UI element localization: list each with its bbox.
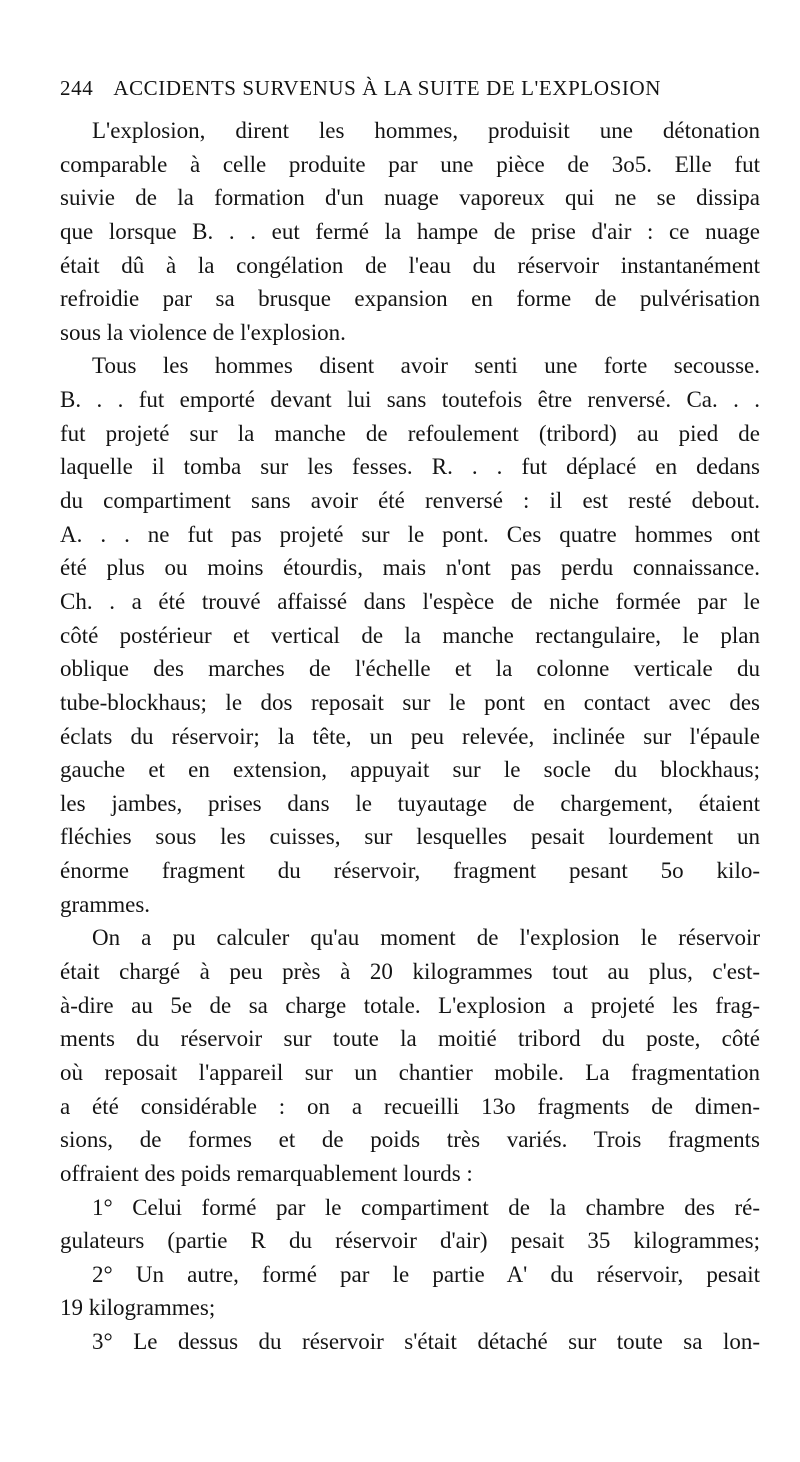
text-line: 1° Celui formé par le compartiment de la chambre des ré- [92,1194,760,1220]
text-line: oblique des marches de l'échelle et la colonne verticale du [60,656,760,682]
text-line: où reposait l'appareil sur un chantier mobile. La fragmentation [60,1059,760,1085]
page-number: 244 [60,76,94,100]
text-line: côté postérieur et vertical de la manche rectangulaire, le plan [60,622,760,648]
text-line: était dû à la congélation de l'eau du réservoir instantanément [60,252,760,278]
text-line: les jambes, prises dans le tuyautage de chargement, étaient [60,790,760,816]
text-line: éclats du réservoir; la tête, un peu relevée, inclinée sur l'épaule [60,723,760,749]
text-line: du compartiment sans avoir été renversé : il est resté debout. [60,488,760,514]
text-line: sous la violence de l'explosion. [60,319,346,345]
running-title: ACCIDENTS SURVENUS À LA SUITE DE L'EXPLOSION [113,76,661,100]
text-line: que lorsque B. . . eut fermé la hampe de prise d'air : ce nuage [60,218,760,244]
text-line: On a pu calculer qu'au moment de l'explosion le réservoir [92,925,760,951]
text-line: A. . . ne fut pas projeté sur le pont. Ces quatre hommes ont [60,521,760,547]
text-line: fléchies sous les cuisses, sur lesquelles pesait lourdement un [60,824,760,850]
text-line: a été considérable : on a recueilli 13o fragments de dimen- [60,1093,760,1119]
text-line: suivie de la formation d'un nuage vaporeux qui ne se dissipa [60,185,760,211]
text-line: ments du réservoir sur toute la moitié tribord du poste, côté [60,1026,760,1052]
text-line: 2° Un autre, formé par le partie A' du réservoir, pesait [92,1261,760,1287]
text-line: sions, de formes et de poids très variés. Trois fragments [60,1127,760,1153]
text-line: 3° Le dessus du réservoir s'était détaché sur toute sa lon- [92,1329,760,1355]
text-line: B. . . fut emporté devant lui sans toutefois être renversé. Ca. . . [60,387,760,413]
text-line: été plus ou moins étourdis, mais n'ont pas perdu connaissance. [60,555,760,581]
text-line: 19 kilogrammes; [60,1295,216,1321]
running-header [60,76,750,106]
text-line: L'explosion, dirent les hommes, produisit une détonation [92,118,760,143]
text-line: laquelle il tomba sur les fesses. R. . . fut déplacé en dedans [60,454,760,480]
text-line: à-dire au 5e de sa charge totale. L'explosion a projeté les frag- [60,992,760,1018]
text-line: tube-blockhaus; le dos reposait sur le pont en contact avec des [60,689,760,715]
text-line: était chargé à peu près à 20 kilogrammes tout au plus, c'est- [60,959,760,985]
text-line: refroidie par sa brusque expansion en forme de pulvérisation [60,286,760,312]
text-line: offraient des poids remarquablement lourds : [60,1160,473,1186]
text-line: gulateurs (partie R du réservoir d'air) pesait 35 kilogrammes; [60,1228,760,1254]
text-line: gauche et en extension, appuyait sur le socle du blockhaus; [60,757,760,783]
text-line: comparable à celle produite par une pièce de 3o5. Elle fut [60,151,760,177]
text-line: Tous les hommes disent avoir senti une forte secousse. [92,353,760,379]
text-line: fut projeté sur la manche de refoulement (tribord) au pied de [60,420,760,446]
text-line: Ch. . a été trouvé affaissé dans l'espèce de niche formée par le [60,588,760,614]
body-text [60,114,760,1359]
text-line: grammes. [60,891,151,917]
text-line: énorme fragment du réservoir, fragment pesant 5o kilo- [60,858,760,884]
